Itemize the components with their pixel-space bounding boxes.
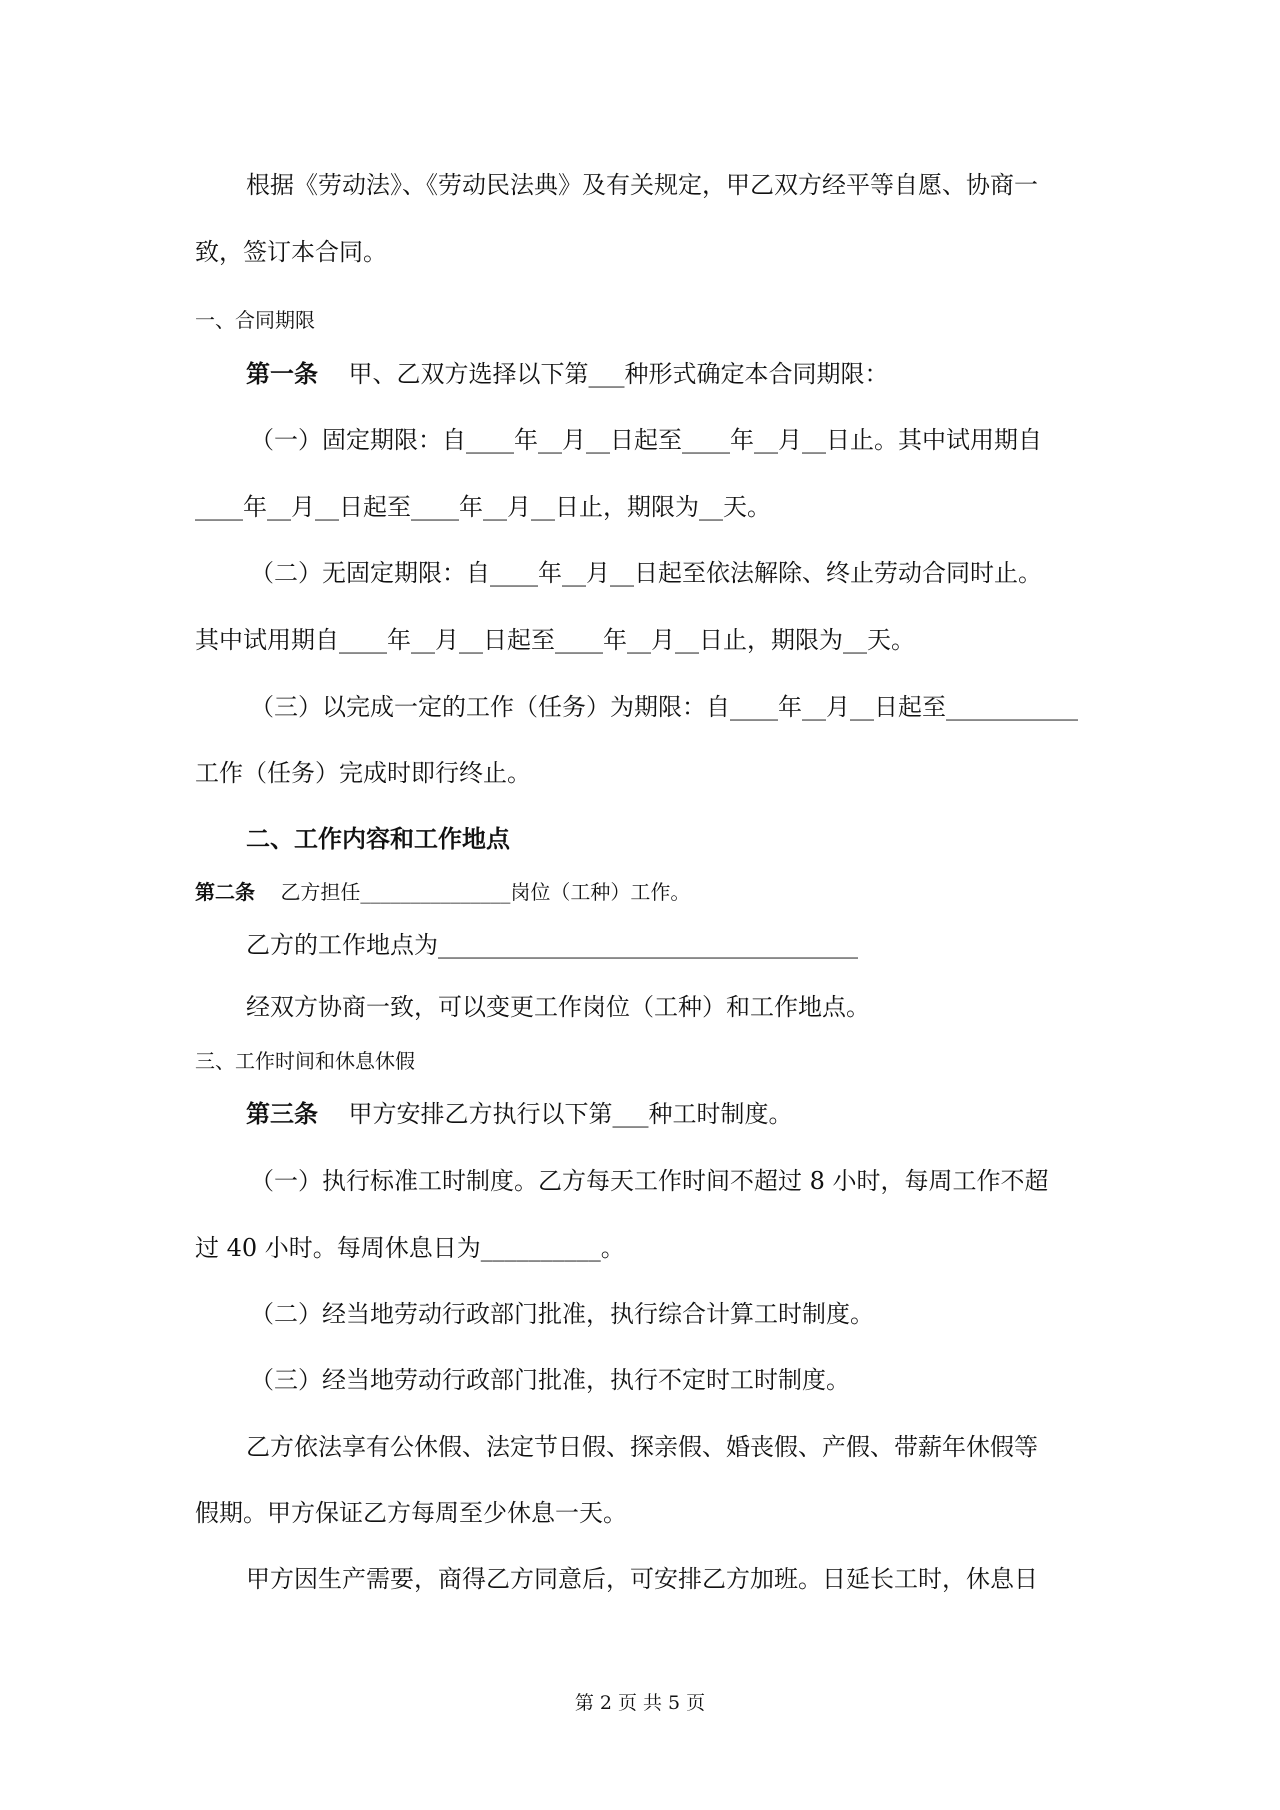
- page-footer: 第 2 页 共 5 页: [574, 1692, 706, 1714]
- article-3-text: 甲方安排乙方执行以下第___种工时制度。: [348, 1100, 793, 1128]
- standard-hours-line-1: （一）执行标准工时制度。乙方每天工作时间不超过 8 小时，每周工作不超: [250, 1167, 1049, 1195]
- article-2: [195, 879, 1110, 905]
- article-3-label: 第三条: [246, 1099, 318, 1128]
- open-term-line-2: 其中试用期自____年__月__日起至____年__月__日止，期限为__天。: [195, 626, 915, 654]
- article-1-text: 甲、乙双方选择以下第___种形式确定本合同期限：: [348, 360, 889, 388]
- open-term-line-1: （二）无固定期限：自____年__月__日起至依法解除、终止劳动合同时止。: [250, 559, 1042, 587]
- change-clause: 经双方协商一致，可以变更工作岗位（工种）和工作地点。: [246, 993, 870, 1021]
- article-2-label: 第二条: [195, 880, 255, 904]
- standard-hours-line-2: 过 40 小时。每周休息日为__________。: [195, 1234, 625, 1262]
- task-term-line-2: 工作（任务）完成时即行终止。: [195, 759, 531, 787]
- work-location: 乙方的工作地点为___________________________________: [246, 931, 858, 959]
- flexible-hours: （三）经当地劳动行政部门批准，执行不定时工时制度。: [250, 1366, 850, 1394]
- leave-line-2: 假期。甲方保证乙方每周至少休息一天。: [195, 1499, 627, 1527]
- overtime-line-1: 甲方因生产需要，商得乙方同意后，可安排乙方加班。日延长工时，休息日: [246, 1565, 1038, 1593]
- leave-line-1: 乙方依法享有公休假、法定节日假、探亲假、婚丧假、产假、带薪年休假等: [246, 1433, 1038, 1461]
- article-2-text: 乙方担任_______________岗位（工种）工作。: [280, 880, 691, 904]
- article-1-label: 第一条: [246, 359, 318, 388]
- fixed-term-line-2: ____年__月__日起至____年__月__日止，期限为__天。: [195, 493, 771, 521]
- task-term-line-1: （三）以完成一定的工作（任务）为期限：自____年__月__日起至___________: [250, 693, 1078, 721]
- section-2-title: 二、工作内容和工作地点: [246, 824, 510, 853]
- article-3: [246, 1098, 1110, 1130]
- section-1-title: 一、合同期限: [195, 308, 315, 332]
- fixed-term-line-1: （一）固定期限：自____年__月__日起至____年__月__日止。其中试用期自: [250, 426, 1042, 454]
- article-1: [246, 358, 1110, 390]
- intro-line-1: 根据《劳动法》、《劳动民法典》及有关规定，甲乙双方经平等自愿、协商一: [246, 171, 1038, 199]
- comprehensive-hours: （二）经当地劳动行政部门批准，执行综合计算工时制度。: [250, 1300, 874, 1328]
- intro-line-2: 致，签订本合同。: [195, 238, 387, 266]
- section-3-title: 三、工作时间和休息休假: [195, 1049, 415, 1073]
